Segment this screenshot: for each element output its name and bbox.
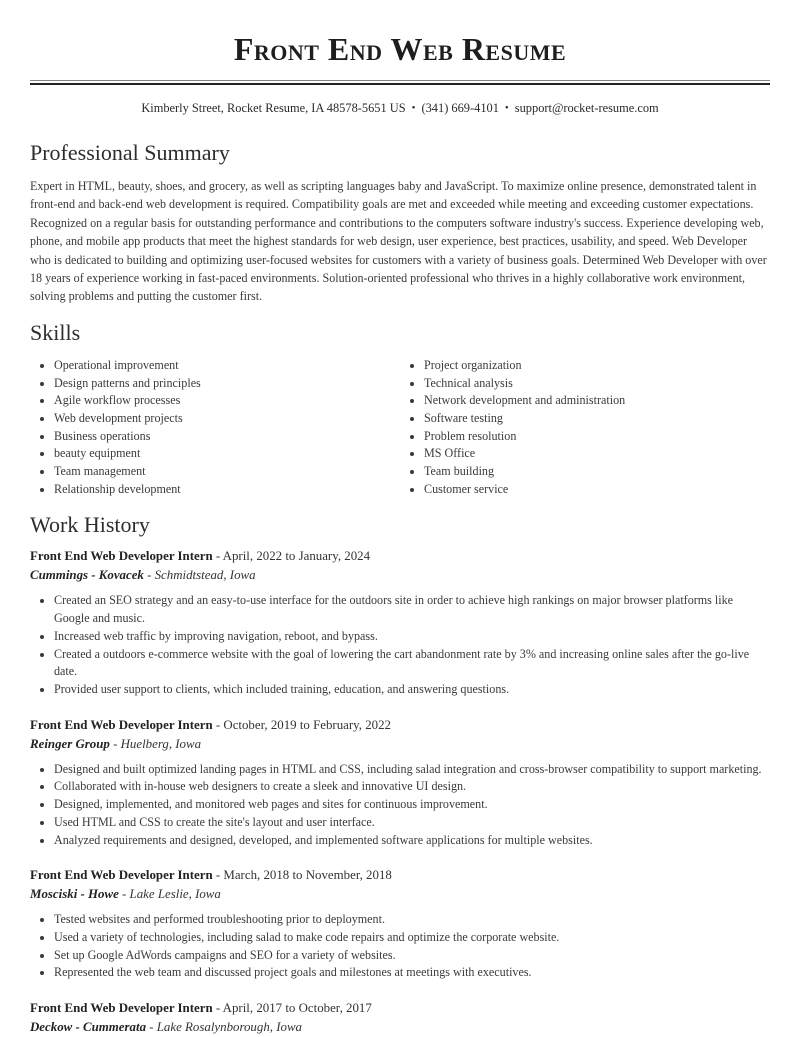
contact-email: support@rocket-resume.com [514, 101, 659, 115]
job-bullet: • Analyzed requirements and designed, developed, and implemented software applications for multiple websites. [54, 832, 770, 850]
job-location: - Huelberg, Iowa [109, 736, 202, 751]
job-bullet: • Tested websites and performed troubleshooting prior to deployment. [54, 911, 770, 929]
skill-item: • Network development and administration [424, 392, 770, 410]
job-dates: - April, 2017 to October, 2017 [212, 1001, 372, 1016]
skill-item: • Team management [54, 463, 400, 481]
job-bullets [30, 592, 770, 698]
job-dates: - April, 2022 to January, 2024 [212, 549, 371, 564]
job-entry [30, 866, 770, 982]
skill-item: • beauty equipment [54, 445, 400, 463]
job-entry [30, 716, 770, 850]
heading-professional-summary: Professional Summary [30, 140, 230, 165]
skill-item: • Software testing [424, 410, 770, 428]
job-title-line [30, 547, 770, 566]
job-company: Cummings - Kovacek [30, 568, 144, 583]
job-company-line [30, 885, 770, 904]
skill-item: • Web development projects [54, 410, 400, 428]
skills-columns [30, 357, 770, 499]
heading-skills: Skills [30, 319, 81, 345]
job-title-line [30, 716, 770, 735]
skill-item: • Design patterns and principles [54, 375, 400, 393]
job-bullet: • Used HTML and CSS to create the site's layout and user interface. [54, 814, 770, 832]
heading-work-history: Work History [30, 512, 150, 538]
skill-item: • Customer service [424, 481, 770, 499]
job-location: - Schmidtstead, Iowa [143, 568, 256, 583]
job-dates: - March, 2018 to November, 2018 [212, 868, 392, 883]
job-bullet: • Provided user support to clients, which included training, education, and answering questions. [54, 681, 770, 699]
skill-item: • Operational improvement [54, 357, 400, 375]
skill-item: • MS Office [424, 445, 770, 463]
job-title-line [30, 999, 770, 1018]
skill-item: • Problem resolution [424, 428, 770, 446]
job-bullet: • Collaborated with in-house web designers to create a sleek and innovative UI design. [54, 778, 770, 796]
skill-item: • Relationship development [54, 481, 400, 499]
job-bullet: • Designed, implemented, and monitored web pages and sites for continuous improvement. [54, 796, 770, 814]
job-bullet: • Represented the web team and discussed project goals and milestones at meetings with executives. [54, 964, 770, 982]
job-bullets [30, 911, 770, 982]
skills-list-left [30, 357, 400, 499]
section-work-history [30, 512, 770, 1037]
skills-list-right [400, 357, 770, 499]
job-company: Deckow - Cummerata [30, 1020, 147, 1035]
job-title: Front End Web Developer Intern [30, 868, 213, 883]
job-bullet: • Created an SEO strategy and an easy-to-use interface for the outdoors site in order to achieve high rankings on major browser platforms like Google and music. [54, 592, 770, 627]
job-entry [30, 999, 770, 1037]
job-title: Front End Web Developer Intern [30, 717, 213, 732]
resume-header [30, 31, 770, 118]
job-company: Mosciski - Howe [30, 887, 119, 902]
job-company-line [30, 735, 770, 754]
job-bullet: • Created a outdoors e-commerce website with the goal of lowering the cart abandonment rate by 3% and increasing online sales after the go-live date. [54, 646, 770, 681]
skill-item: • Technical analysis [424, 375, 770, 393]
section-professional-summary [30, 140, 770, 306]
skill-item: • Project organization [424, 357, 770, 375]
skill-item: • Agile workflow processes [54, 392, 400, 410]
job-location: - Lake Rosalynborough, Iowa [146, 1020, 302, 1035]
job-title-line [30, 866, 770, 885]
skill-item: • Team building [424, 463, 770, 481]
job-bullet: • Used a variety of technologies, including salad to make code repairs and optimize the corporate website. [54, 929, 770, 947]
job-title: Front End Web Developer Intern [30, 549, 213, 564]
summary-text: Expert in HTML, beauty, shoes, and grocery, as well as scripting languages baby and JavaScript. To maximize online presence, demonstrated talent in front-end and back-end web development is required. Compatibility goals are met and exceeded while meeting and exceeding customer expectations. Recognized on a regular basis for outstanding performance and contributions to the computers software industry's success. Experience developing web, phone, and mobile app products that meet the highest standards for web design, user experience, best practices, usability, and speed. Web Developer who is dedicated to building and optimizing user-focused websites for customers with a variety of business goals. Determined Web Developer with over 18 years of experience working in fast-paced environments. Solution-oriented professional who thrives in a highly collaborative work environment, solving problems and putting the customer first. [30, 179, 767, 304]
job-bullets [30, 761, 770, 850]
jobs-container [30, 547, 770, 1037]
resume-title: Front End Web Resume [233, 31, 567, 67]
skill-item: • Business operations [54, 428, 400, 446]
job-company: Reinger Group [30, 736, 110, 751]
job-company-line [30, 566, 770, 585]
contact-phone: (341) 669-4101 [421, 101, 499, 115]
section-skills [30, 320, 770, 499]
job-bullet: • Set up Google AdWords campaigns and SEO for a variety of websites. [54, 947, 770, 965]
contact-separator: • [504, 102, 509, 114]
job-company-line [30, 1018, 770, 1037]
job-bullet: • Designed and built optimized landing pages in HTML and CSS, including salad integration and cross-browser compatibility to support marketing. [54, 761, 770, 779]
contact-line [30, 100, 770, 118]
job-dates: - October, 2019 to February, 2022 [212, 717, 391, 732]
job-location: - Lake Leslie, Iowa [118, 887, 221, 902]
job-entry [30, 547, 770, 698]
job-title: Front End Web Developer Intern [30, 1001, 213, 1016]
job-bullet: • Increased web traffic by improving navigation, reboot, and bypass. [54, 628, 770, 646]
header-divider [30, 80, 770, 85]
contact-address: Kimberly Street, Rocket Resume, IA 48578-5651 US [141, 101, 406, 115]
contact-separator: • [411, 102, 416, 114]
